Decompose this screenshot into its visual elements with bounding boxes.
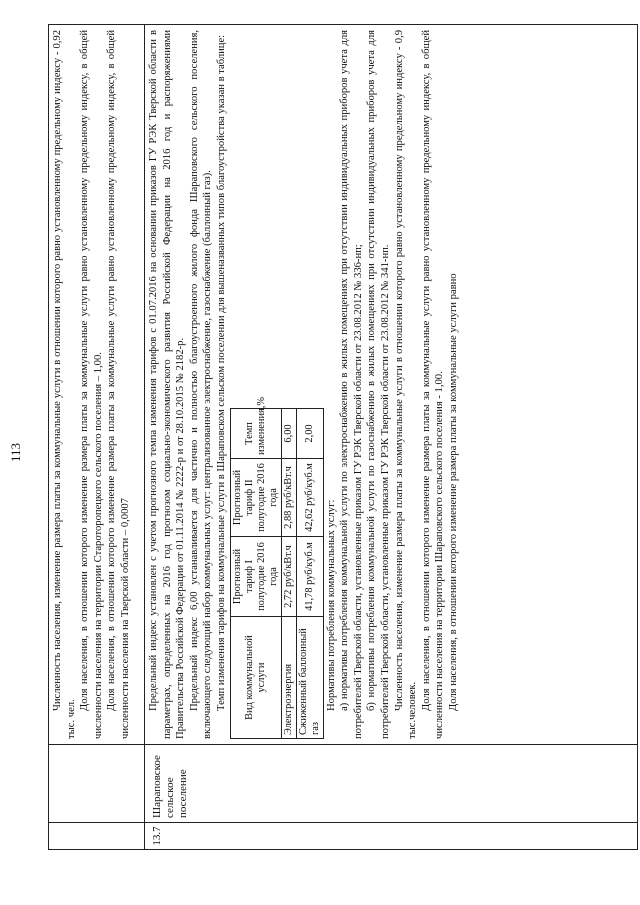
table-row-13-7 [145,25,638,850]
description-cell [49,25,145,745]
index-paragraph: Предельный индекс 6,00 устанавливается для частично и полностью благоустроенного жилого фонда Шараповского сельского поселения, включающего следующий набор коммунальных услуг: централизованное электроснабжение, газоснабжение (баллонный газ). [188,30,214,739]
tariff-table [230,396,324,739]
norm-gas-paragraph: б) нормативы потребления коммунальной услуги по газоснабжению в жилых помещениях при отсутствии индивидуальных приборов учета для потребителей Тверской области, установленные приказом ГУ РЭК Тверской области от 23.08.2012 № 341-нп. [366,30,391,739]
tariff-header-h1: Прогнозный тариф I полугодие 2016 года [230,537,281,617]
tariff-intro-paragraph: Темп изменения тарифов на коммунальные услуги в Шараповском сельском поселении для вышеназванных типов благоустройства указан в таблице: [215,34,227,711]
population-share-paragraph: Доля населения, в отношении которого изменение размера платы за коммунальные услуги равно установленному предельному индексу, в общей численности населения на территории Шараповского сельского поселения - 1,00. [420,30,446,739]
row-number-cell: 13.7 [145,823,638,850]
row-number-cell [49,823,145,850]
norms-heading: Нормативы потребления коммунальных услуг: [325,499,337,711]
tariff-header-service: Вид коммунальной услуги [230,617,281,739]
tariff-header-rate: Темп изменения,% [230,409,281,459]
description-cell [145,25,638,745]
population-paragraph: Численность населения, изменение размера платы за коммунальные услуги в отношении которого равно установленному предельному индексу - 0,9 тыс.человек. [393,30,419,739]
region-share-paragraph: Доля населения, в отношении которого изменение размера платы за коммунальные услуги равно [447,273,459,711]
tariff-rate: 2,00 [296,409,323,459]
norm-electricity-paragraph: а) нормативы потребления коммунальной услуги по электроснабжению в жилых помещениях при отсутствии индивидуальных приборов учета для потребителей Тверской области, установленные приказом ГУ РЭК Тверской области от 23.08.2012 № 336-нп; [339,30,364,739]
tariff-row [281,409,296,739]
tariff-rate: 6,00 [281,409,296,459]
tariff-service: Сжиженный баллонный газ [296,617,323,739]
population-paragraph: Численность населения, изменение размера платы за коммунальные услуги в отношении которого равно установленному предельному индексу - 0,92 тыс. чел. [52,30,77,739]
tariff-h2: 42,62 руб/куб.м [296,459,323,537]
region-share-paragraph: Доля населения, в отношении которого изменение размера платы за коммунальные услуги равно установленному предельному индексу, в общей численности населения на Тверской области – 0,0007 [106,30,131,739]
tariff-h1: 2,72 руб/кВт.ч [281,537,296,617]
settlement-name-cell [49,745,145,823]
settlement-name-cell: Шараповское сельское поселение [145,745,638,823]
tariff-h1: 41,78 руб/куб.м [296,537,323,617]
population-share-paragraph: Доля населения, в отношении которого изменение размера платы за коммунальные услуги равно установленному предельному индексу, в общей численности населения на территории Староторопецкого сельского поселения – 1,00. [79,30,104,739]
tariff-header-h2: Прогнозный тариф II полугодие 2016 года [230,459,281,537]
tariff-row [296,409,323,739]
table-row-continuation [49,25,145,850]
basis-paragraph: Предельный индекс установлен с учетом прогнозного темпа изменения тарифов с 01.07.2016 на основании приказов ГУ РЭК Тверской области в параметрах, определенных на 2016 год прогнозом социально-экономического развития Российской Федерации на 2016 год и распоряжениями Правительства Российской Федерации от 01.11.2014 № 2222-р и от 28.10.2015 № 2182-р. [148,30,187,739]
indices-table [48,24,638,850]
tariff-h2: 2,88 руб/кВт.ч [281,459,296,537]
page-number: 113 [8,442,23,463]
tariff-service: Электроэнергия [281,617,296,739]
tariff-header-row [230,409,281,739]
